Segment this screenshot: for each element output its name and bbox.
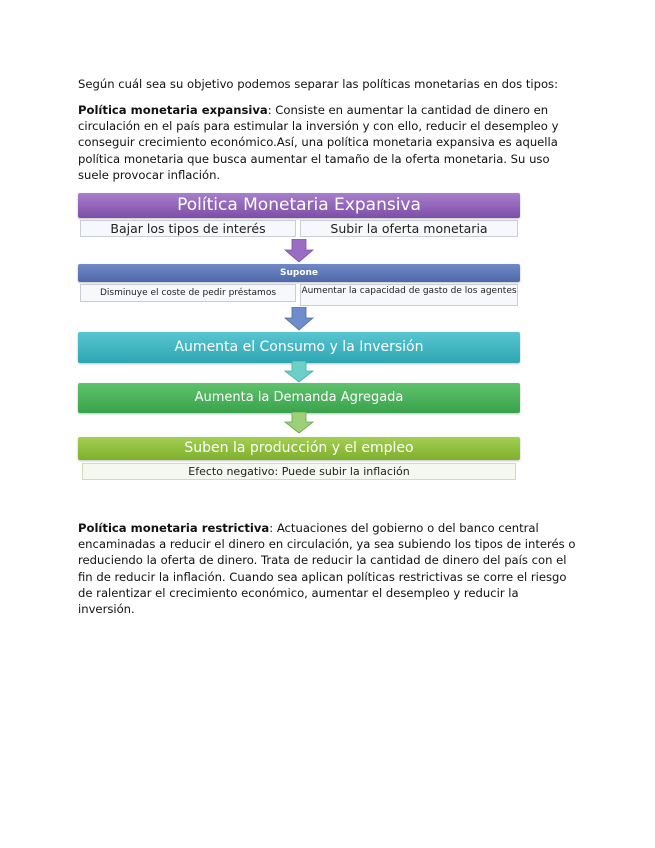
diagram-title-bar [78, 193, 520, 218]
effect-left-box [80, 284, 296, 302]
option-left-box [80, 220, 296, 237]
negative-effect-label: Efecto negativo: Puede subir la inflación [188, 465, 410, 478]
effect-right-label: Aumentar la capacidad de gasto de los agentes [301, 286, 517, 296]
option-right-label: Subir la oferta monetaria [330, 221, 488, 236]
expansiva-paragraph [78, 102, 578, 183]
effect-right-box [300, 284, 518, 306]
produccion-label: Suben la producción y el empleo [184, 440, 414, 456]
consumo-bar [78, 332, 520, 363]
diagram-title: Política Monetaria Expansiva [177, 195, 421, 215]
consumo-label: Aumenta el Consumo y la Inversión [174, 339, 424, 355]
expansive-policy-diagram [78, 193, 520, 483]
expansiva-text: : Consiste en aumentar la cantidad de dinero en circulación en el país para estimular la inversión y con ello, reducir el desempleo y conseguir crecimiento económico.Así, una política monetaria expansiva es aquella política monetaria que busca aumentar el tamaño de la oferta monetaria. Su uso suele provocar inflación. [78, 103, 559, 182]
restrictiva-paragraph [78, 520, 578, 617]
expansiva-term: Política monetaria expansiva [78, 103, 268, 117]
intro-paragraph: Según cuál sea su objetivo podemos separar las políticas monetarias en dos tipos: [78, 77, 558, 91]
negative-effect-box [82, 463, 516, 480]
option-left-label: Bajar los tipos de interés [110, 221, 266, 236]
down-arrow-icon [284, 412, 314, 434]
restrictiva-term: Política monetaria restrictiva [78, 521, 270, 535]
down-arrow-icon [284, 239, 314, 263]
supone-bar [78, 264, 520, 282]
produccion-bar [78, 437, 520, 460]
effect-left-label: Disminuye el coste de pedir préstamos [99, 288, 277, 298]
restrictiva-text: : Actuaciones del gobierno o del banco central encaminadas a reducir el dinero en circulación, ya sea subiendo los tipos de interés o reduciendo la oferta de dinero. Trata de reducir la cantidad de dinero del país con el fin de reducir la inflación. Cuando sea aplican políticas restrictivas se corre el riesgo de ralentizar el crecimiento económico, aumentar el desempleo y reducir la inversión. [78, 521, 576, 617]
option-right-box [300, 220, 518, 237]
down-arrow-icon [284, 361, 314, 383]
demanda-bar [78, 383, 520, 413]
down-arrow-icon [284, 307, 314, 331]
supone-label: Supone [279, 268, 319, 278]
demanda-label: Aumenta la Demanda Agregada [194, 390, 404, 405]
